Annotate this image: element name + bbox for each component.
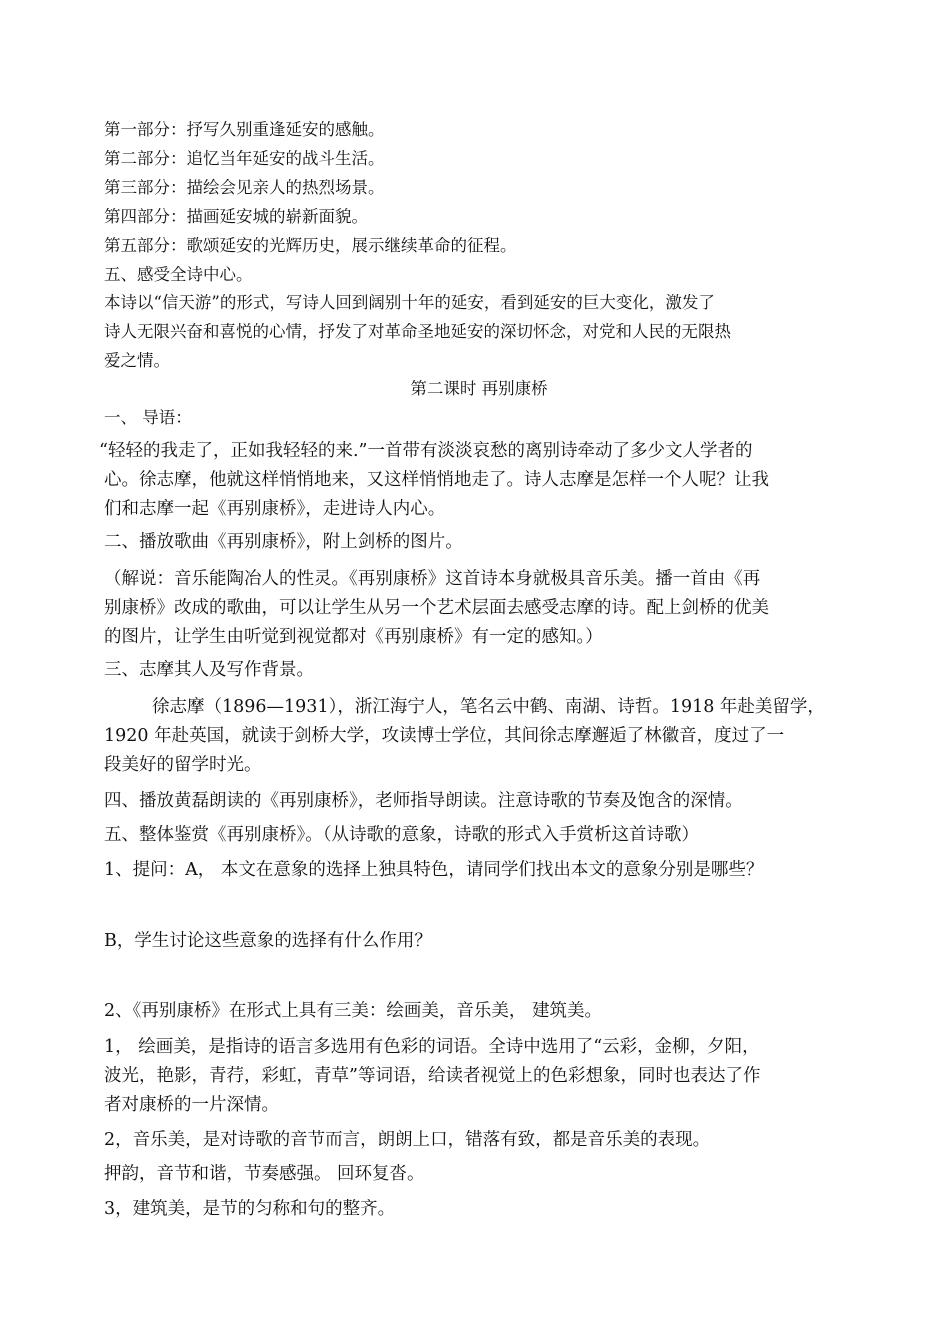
architecture-beauty-line: 3，建筑美，是节的匀称和句的整齐。: [104, 1199, 396, 1219]
commentary-line-3: 的图片，让学生由听觉到视觉都对《再别康桥》有一定的感知。）: [104, 627, 603, 647]
three-beauties-heading: 2、《再别康桥》在形式上具有三美：绘画美，音乐美， 建筑美。: [104, 1001, 602, 1021]
intro-paragraph-line-2: 心。徐志摩，他就这样悄悄地来，又这样悄悄地走了。诗人志摩是怎样一个人呢？让我: [104, 470, 769, 490]
commentary-line-2: 别康桥》改成的歌曲，可以让学生从另一个艺术层面去感受志摩的诗。配上剑桥的优美: [104, 598, 769, 618]
theme-paragraph-line-3: 爱之情。: [104, 351, 170, 370]
intro-paragraph-line-1: “轻轻的我走了，正如我轻轻的来.”一首带有淡淡哀愁的离别诗牵动了多少文人学者的: [99, 441, 753, 461]
commentary-line-1: （解说：音乐能陶冶人的性灵。《再别康桥》这首诗本身就极具音乐美。播一首由《再: [104, 569, 761, 589]
painting-beauty-line-2: 波光，艳影，青荇，彩虹，青草”等词语，给读者视觉上的色彩想象，同时也表达了作: [104, 1066, 761, 1086]
intro-paragraph-line-3: 们和志摩一起《再别康桥》，走进诗人内心。: [104, 499, 446, 519]
outline-part-3: 第三部分：描绘会见亲人的热烈场景。: [104, 178, 385, 197]
outline-part-2: 第二部分：追忆当年延安的战斗生活。: [104, 149, 385, 168]
painting-beauty-line-3: 者对康桥的一片深情。: [104, 1095, 279, 1115]
music-beauty-line: 2，音乐美，是对诗歌的音节而言，朗朗上口，错落有致，都是音乐美的表现。: [104, 1130, 711, 1150]
theme-paragraph-line-1: 本诗以“信天游”的形式，写诗人回到阔别十年的延安，看到延安的巨大变化，激发了: [104, 293, 715, 312]
painting-beauty-line-1: 1， 绘画美，是指诗的语言多选用有色彩的词语。全诗中选用了“云彩，金柳，夕阳，: [104, 1037, 760, 1057]
intro-heading: 一、 导语：: [104, 408, 192, 427]
lesson-title: 第二课时 再别康桥: [410, 379, 548, 398]
outline-part-4: 第四部分：描画延安城的崭新面貌。: [104, 207, 368, 226]
author-bio-line-3: 段美好的留学时光。: [104, 755, 262, 775]
author-background-heading: 三、志摩其人及写作背景。: [104, 660, 314, 680]
music-beauty-detail: 押韵，音节和谐，节奏感强。 回环复沓。: [104, 1164, 425, 1184]
author-bio-line-1: 徐志摩（1896—1931），浙江海宁人，笔名云中鹤、南湖、诗哲。1918 年赴美留学，: [152, 697, 825, 717]
recitation-heading: 四、播放黄磊朗读的《再别康桥》，老师指导朗读。注意诗歌的节奏及饱含的深情。: [104, 791, 743, 811]
author-bio-line-2: 1920 年赴英国，就读于剑桥大学，攻读博士学位，其间徐志摩邂逅了林徽音，度过了一: [104, 726, 785, 746]
question-b: B，学生讨论这些意象的选择有什么作用？: [104, 931, 432, 951]
theme-paragraph-line-2: 诗人无限兴奋和喜悦的心情，抒发了对革命圣地延安的深切怀念，对党和人民的无限热: [104, 322, 731, 341]
outline-part-5: 第五部分：歌颂延安的光辉历史，展示继续革命的征程。: [104, 236, 517, 255]
song-heading: 二、播放歌曲《再别康桥》，附上剑桥的图片。: [104, 532, 463, 552]
outline-part-1: 第一部分：抒写久别重逢延安的感触。: [104, 120, 385, 139]
section-heading-theme: 五、感受全诗中心。: [104, 265, 253, 284]
appreciation-heading: 五、整体鉴赏《再别康桥》。（从诗歌的意象，诗歌的形式入手赏析这首诗歌）: [104, 825, 699, 845]
question-a: 1、提问：A， 本文在意象的选择上独具特色，请同学们找出本文的意象分别是哪些？: [104, 860, 764, 880]
